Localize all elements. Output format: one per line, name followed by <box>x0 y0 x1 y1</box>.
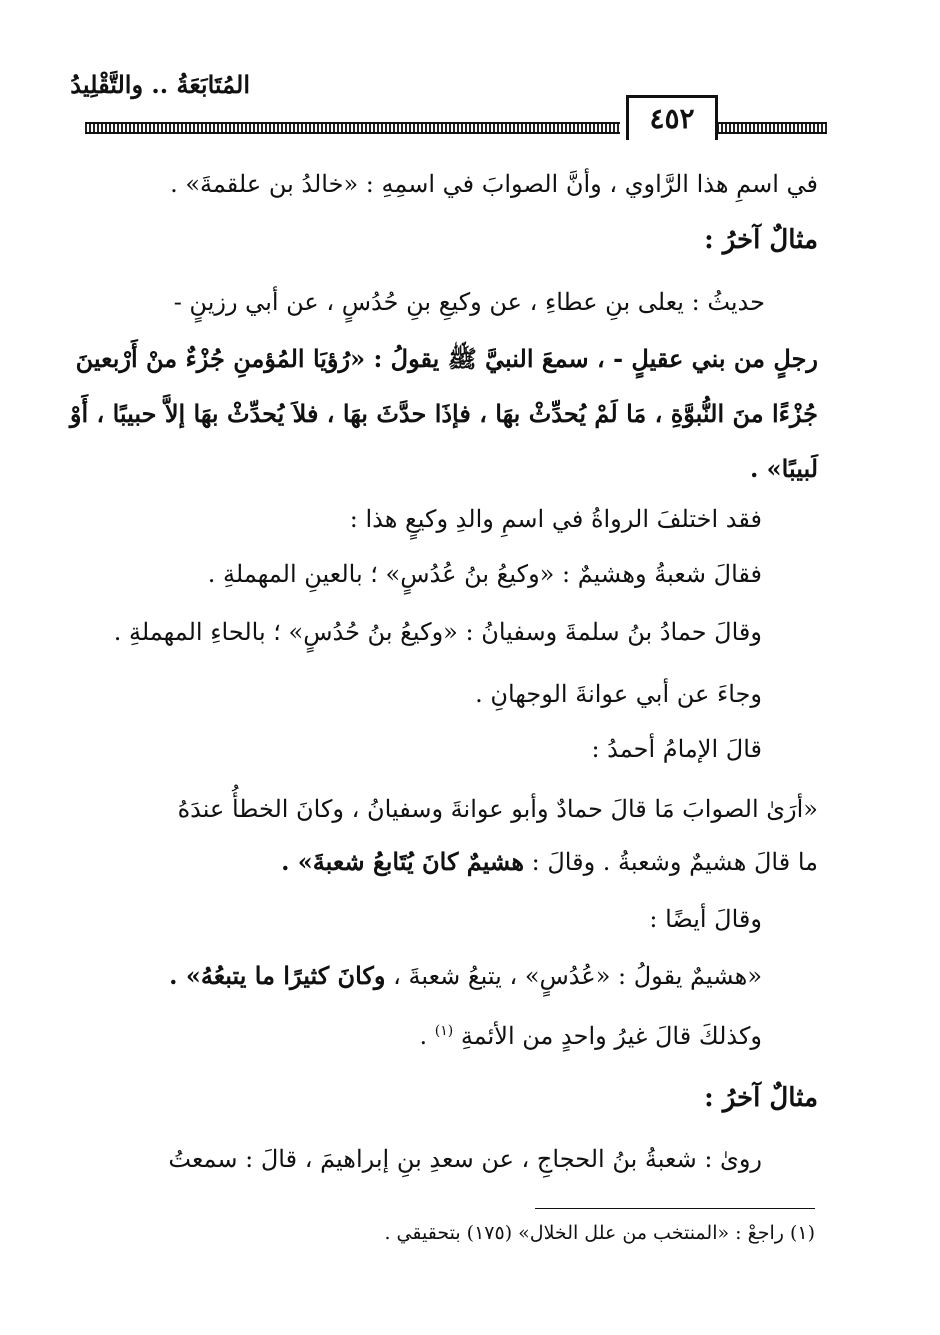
text-line-12-plain: ما قالَ هشيمٌ وشعبةُ . وقالَ : <box>531 848 818 876</box>
text-line-15-plain: وكذلكَ قالَ غيرُ واحدٍ من الأئمةِ <box>460 1022 762 1050</box>
header-rule-right <box>717 122 827 134</box>
page-number: ٤٥٢ <box>626 95 718 140</box>
text-line-7: فقالَ شعبةُ وهشيمٌ : «وكيعُ بنُ عُدُسٍ» ؛ بالعينِ المهملةِ . <box>207 560 762 588</box>
text-line-12 <box>281 848 818 877</box>
section-heading-2: مثالٌ آخرُ : <box>704 1083 818 1113</box>
text-line-12-bold: هشيمٌ كانَ يُتَابعُ شعبةَ» . <box>281 847 524 876</box>
text-line-4: جُزْءًا منَ النُّبوَّةِ ، مَا لَمْ يُحدِّثْ بهَا ، فإذَا حدَّثَ بهَا ، فلاَ يُحدِّثْ بهَا إلاَّ حبيبًا ، أَوْ <box>69 399 818 428</box>
text-line-9: وجاءَ عن أبي عوانةَ الوجهانِ . <box>475 680 762 708</box>
footnote-ref: (١) <box>434 1023 454 1039</box>
header-rule-left <box>85 122 620 134</box>
text-line-14 <box>169 962 762 991</box>
text-line-1: في اسمِ هذا الرَّاوي ، وأنَّ الصوابَ في اسمِهِ : «خالدُ بن علقمةَ» . <box>170 170 818 198</box>
section-heading-1: مثالٌ آخرُ : <box>704 225 818 255</box>
text-line-15-end: . <box>419 1022 428 1050</box>
text-line-11: «أرَىٰ الصوابَ مَا قالَ حمادٌ وأبو عوانةَ وسفيانُ ، وكانَ الخطأُ عندَهُ <box>177 795 818 823</box>
text-line-3: رجلٍ من بني عقيلٍ - ، سمعَ النبيَّ ﷺ يقولُ : «رُؤيَا المُؤمنِ جُزْءٌ منْ أَرْبعينَ <box>75 344 818 373</box>
text-line-6: فقد اختلفَ الرواةُ في اسمِ والدِ وكيعٍ هذا : <box>349 505 762 533</box>
text-line-5: لَبيبًا» . <box>749 454 818 483</box>
text-line-15 <box>419 1022 762 1051</box>
text-line-2: حديثُ : يعلى بنِ عطاءِ ، عن وكيعِ بنِ حُدُسٍ ، عن أبي رزينٍ - <box>173 288 765 316</box>
text-line-14-plain: «هشيمٌ يقولُ : «عُدُسٍ» ، يتبعُ شعبةَ ، <box>393 962 762 990</box>
running-title: المُتَابَعَةُ .. والتَّقْلِيدُ <box>70 70 250 99</box>
text-line-13: وقالَ أيضًا : <box>649 905 762 933</box>
footnote-text: (١) راجعْ : «المنتخب من علل الخلال» (١٧٥) بتحقيقي . <box>384 1222 815 1244</box>
footnote-rule <box>535 1208 815 1209</box>
text-line-10: قالَ الإمامُ أحمدُ : <box>591 735 762 763</box>
text-line-16: روىٰ : شعبةُ بنُ الحجاجِ ، عن سعدِ بنِ إبراهيمَ ، قالَ : سمعتُ <box>168 1145 762 1173</box>
text-line-14-bold: وكانَ كثيرًا ما يتبعُهُ» . <box>169 961 386 990</box>
text-line-8: وقالَ حمادُ بنُ سلمةَ وسفيانُ : «وكيعُ بنُ حُدُسٍ» ؛ بالحاءِ المهملةِ . <box>113 618 762 646</box>
